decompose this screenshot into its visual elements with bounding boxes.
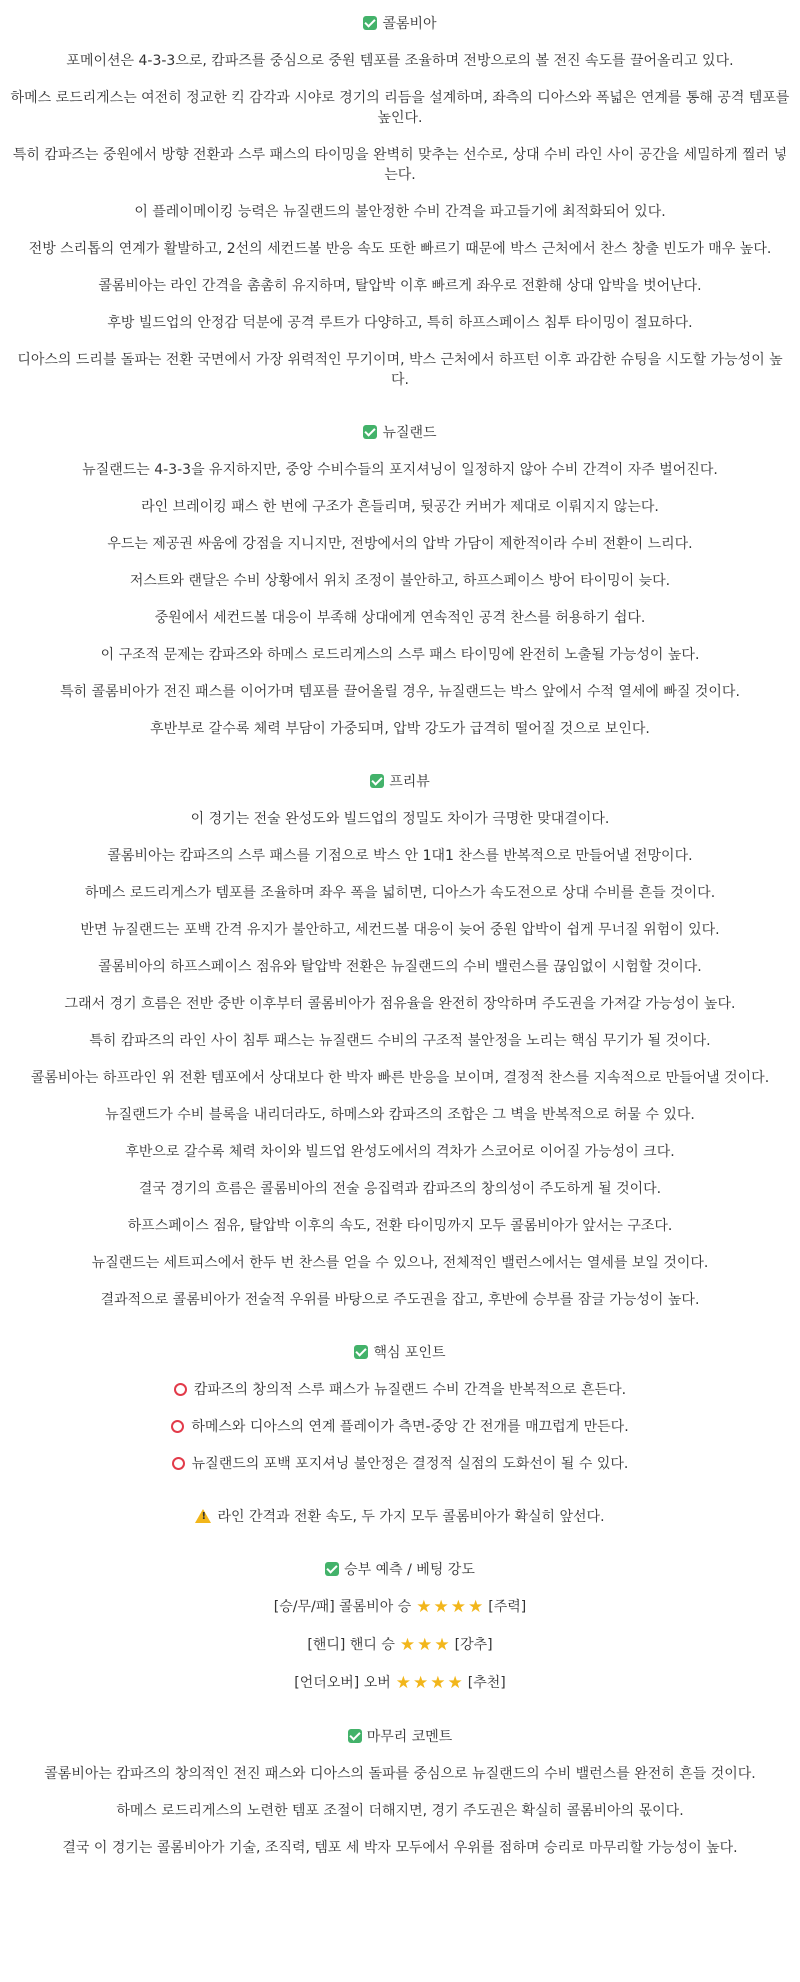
star-icon: ★: [467, 1597, 484, 1617]
paragraph: 후반으로 갈수록 체력 차이와 빌드업 완성도에서의 격차가 스코어로 이어질 가능성이 크다.: [125, 1144, 675, 1160]
warning-icon: [195, 1509, 211, 1523]
section-closing: [0, 1727, 800, 1858]
paragraph: 하메스 로드리게스의 노련한 템포 조절이 더해지면, 경기 주도권은 확실히 콜롬비아의 몫이다.: [116, 1803, 684, 1819]
star-icon: ★: [433, 1597, 449, 1617]
prediction-row: [0, 1673, 800, 1694]
star-icon: ★: [399, 1635, 416, 1655]
key-point-text: 하메스와 디아스의 연계 플레이가 측면-중앙 간 전개를 매끄럽게 만든다.: [191, 1419, 629, 1435]
star-rating: [399, 1635, 451, 1656]
warning-text: 라인 간격과 전환 속도, 두 가지 모두 콜롬비아가 확실히 앞선다.: [217, 1509, 605, 1525]
key-point: [0, 1454, 800, 1474]
paragraph: 콜롬비아의 하프스페이스 점유와 탈압박 전환은 뉴질랜드의 수비 밸런스를 끊임없이 시험할 것이다.: [98, 959, 702, 975]
section-title: 뉴질랜드: [382, 425, 437, 441]
paragraph: 뉴질랜드는 세트피스에서 한두 번 찬스를 얻을 수 있으나, 전체적인 밸런스에서는 열세를 보일 것이다.: [91, 1255, 709, 1271]
star-icon: ★: [447, 1673, 463, 1693]
star-icon: ★: [417, 1635, 433, 1655]
key-point: [0, 1380, 800, 1400]
prediction-strength: [강추]: [454, 1637, 493, 1653]
paragraph: 저스트와 랜달은 수비 상황에서 위치 조정이 불안하고, 하프스페이스 방어 타이밍이 늦다.: [129, 573, 671, 589]
prediction-label: [핸디] 핸디 승: [307, 1637, 395, 1653]
star-rating: [415, 1597, 484, 1618]
circle-icon: [171, 1420, 184, 1433]
prediction-label: [승/무/패] 콜롬비아 승: [273, 1599, 412, 1615]
paragraph: 전방 스리톱의 연계가 활발하고, 2선의 세컨드볼 반응 속도 또한 빠르기 때문에 박스 근처에서 찬스 창출 빈도가 매우 높다.: [28, 241, 772, 257]
check-icon: [325, 1562, 339, 1576]
warning-line: [0, 1507, 800, 1527]
section-prediction: [0, 1560, 800, 1694]
star-icon: ★: [395, 1673, 412, 1693]
paragraph: 포메이션은 4-3-3으로, 캄파즈를 중심으로 중원 템포를 조율하며 전방으로의 볼 전진 속도를 끌어올리고 있다.: [66, 53, 734, 69]
paragraph: 후반부로 갈수록 체력 부담이 가중되며, 압박 강도가 급격히 떨어질 것으로 보인다.: [150, 721, 650, 737]
key-point-text: 뉴질랜드의 포백 포지셔닝 불안정은 결정적 실점의 도화선이 될 수 있다.: [191, 1456, 629, 1472]
paragraph: 이 경기는 전술 완성도와 빌드업의 정밀도 차이가 극명한 맞대결이다.: [190, 811, 610, 827]
circle-icon: [174, 1383, 187, 1396]
star-icon: ★: [450, 1597, 466, 1617]
section-keypoints: [0, 1343, 800, 1474]
section-heading: [0, 423, 800, 443]
paragraph: 라인 브레이킹 패스 한 번에 구조가 흔들리며, 뒷공간 커버가 제대로 이뤄지지 않는다.: [141, 499, 659, 515]
prediction-strength: [주력]: [488, 1599, 527, 1615]
section-title: 콜롬비아: [382, 16, 437, 32]
check-icon: [370, 774, 384, 788]
paragraph: 콜롬비아는 캄파즈의 스루 패스를 기점으로 박스 안 1대1 찬스를 반복적으로 만들어낼 전망이다.: [107, 848, 693, 864]
check-icon: [348, 1729, 362, 1743]
paragraph: 특히 캄파즈의 라인 사이 침투 패스는 뉴질랜드 수비의 구조적 불안정을 노리는 핵심 무기가 될 것이다.: [89, 1033, 711, 1049]
star-icon: ★: [434, 1635, 450, 1655]
paragraph: 이 플레이메이킹 능력은 뉴질랜드의 불안정한 수비 간격을 파고들기에 최적화되어 있다.: [134, 204, 666, 220]
paragraph: 콜롬비아는 캄파즈의 창의적인 전진 패스와 디아스의 돌파를 중심으로 뉴질랜드의 수비 밸런스를 완전히 흔들 것이다.: [44, 1766, 756, 1782]
star-icon: ★: [416, 1597, 432, 1617]
section-title: 마무리 코멘트: [366, 1729, 453, 1745]
paragraph: 디아스의 드리블 돌파는 전환 국면에서 가장 위력적인 무기이며, 박스 근처에서 하프턴 이후 과감한 슈팅을 시도할 가능성이 높다.: [17, 352, 783, 388]
section-title: 승부 예측 / 베팅 강도: [344, 1562, 475, 1578]
section-heading: [0, 1727, 800, 1747]
paragraph: 결국 경기의 흐름은 콜롬비아의 전술 응집력과 캄파즈의 창의성이 주도하게 될 것이다.: [138, 1181, 662, 1197]
section-title: 핵심 포인트: [373, 1345, 446, 1361]
paragraph: 이 구조적 문제는 캄파즈와 하메스 로드리게스의 스루 패스 타이밍에 완전히 노출될 가능성이 높다.: [100, 647, 700, 663]
prediction-row: [0, 1635, 800, 1656]
check-icon: [354, 1345, 368, 1359]
paragraph: 결과적으로 콜롬비아가 전술적 우위를 바탕으로 주도권을 잡고, 후반에 승부를 잠글 가능성이 높다.: [100, 1292, 700, 1308]
paragraph: 그래서 경기 흐름은 전반 중반 이후부터 콜롬비아가 점유율을 완전히 장악하며 주도권을 가져갈 가능성이 높다.: [64, 996, 736, 1012]
section-heading: [0, 14, 800, 34]
section-heading: [0, 1560, 800, 1580]
circle-icon: [172, 1457, 185, 1470]
paragraph: 콜롬비아는 하프라인 위 전환 템포에서 상대보다 한 박자 빠른 반응을 보이며, 결정적 찬스를 지속적으로 만들어낼 것이다.: [30, 1070, 770, 1086]
section-newzealand: [0, 423, 800, 739]
paragraph: 하메스 로드리게스가 템포를 조율하며 좌우 폭을 넓히면, 디아스가 속도전으로 상대 수비를 흔들 것이다.: [84, 885, 716, 901]
paragraph: 하프스페이스 점유, 탈압박 이후의 속도, 전환 타이밍까지 모두 콜롬비아가 앞서는 구조다.: [127, 1218, 673, 1234]
prediction-row: [0, 1597, 800, 1618]
star-icon: ★: [430, 1673, 446, 1693]
section-title: 프리뷰: [389, 774, 430, 790]
star-icon: ★: [413, 1673, 429, 1693]
key-point: [0, 1417, 800, 1437]
paragraph: 후방 빌드업의 안정감 덕분에 공격 루트가 다양하고, 특히 하프스페이스 침투 타이밍이 절묘하다.: [107, 315, 693, 331]
section-heading: [0, 772, 800, 792]
paragraph: 콜롬비아는 라인 간격을 촘촘히 유지하며, 탈압박 이후 빠르게 좌우로 전환해 상대 압박을 벗어난다.: [98, 278, 702, 294]
check-icon: [363, 16, 377, 30]
paragraph: 뉴질랜드는 4-3-3을 유지하지만, 중앙 수비수들의 포지셔닝이 일정하지 않아 수비 간격이 자주 벌어진다.: [82, 462, 718, 478]
section-preview: [0, 772, 800, 1310]
section-heading: [0, 1343, 800, 1363]
paragraph: 뉴질랜드가 수비 블록을 내리더라도, 하메스와 캄파즈의 조합은 그 벽을 반복적으로 허물 수 있다.: [105, 1107, 695, 1123]
section-warning: [0, 1507, 800, 1527]
paragraph: 우드는 제공권 싸움에 강점을 지니지만, 전방에서의 압박 가담이 제한적이라 수비 전환이 느리다.: [107, 536, 693, 552]
paragraph: 중원에서 세컨드볼 대응이 부족해 상대에게 연속적인 공격 찬스를 허용하기 쉽다.: [154, 610, 646, 626]
prediction-strength: [추천]: [467, 1675, 506, 1691]
prediction-label: [언더오버] 오버: [294, 1675, 391, 1691]
star-rating: [395, 1673, 464, 1694]
check-icon: [363, 425, 377, 439]
paragraph: 반면 뉴질랜드는 포백 간격 유지가 불안하고, 세컨드볼 대응이 늦어 중원 압박이 쉽게 무너질 위험이 있다.: [80, 922, 720, 938]
paragraph: 특히 캄파즈는 중원에서 방향 전환과 스루 패스의 타이밍을 완벽히 맞추는 선수로, 상대 수비 라인 사이 공간을 세밀하게 찔러 넣는다.: [12, 147, 788, 183]
paragraph: 특히 콜롬비아가 전진 패스를 이어가며 템포를 끌어올릴 경우, 뉴질랜드는 박스 앞에서 수적 열세에 빠질 것이다.: [60, 684, 740, 700]
section-colombia: [0, 14, 800, 390]
paragraph: 하메스 로드리게스는 여전히 정교한 킥 감각과 시야로 경기의 리듬을 설계하며, 좌측의 디아스와 폭넓은 연계를 통해 공격 템포를 높인다.: [10, 90, 790, 126]
key-point-text: 캄파즈의 창의적 스루 패스가 뉴질랜드 수비 간격을 반복적으로 흔든다.: [193, 1382, 627, 1398]
paragraph: 결국 이 경기는 콜롬비아가 기술, 조직력, 템포 세 박자 모두에서 우위를 점하며 승리로 마무리할 가능성이 높다.: [62, 1840, 738, 1856]
